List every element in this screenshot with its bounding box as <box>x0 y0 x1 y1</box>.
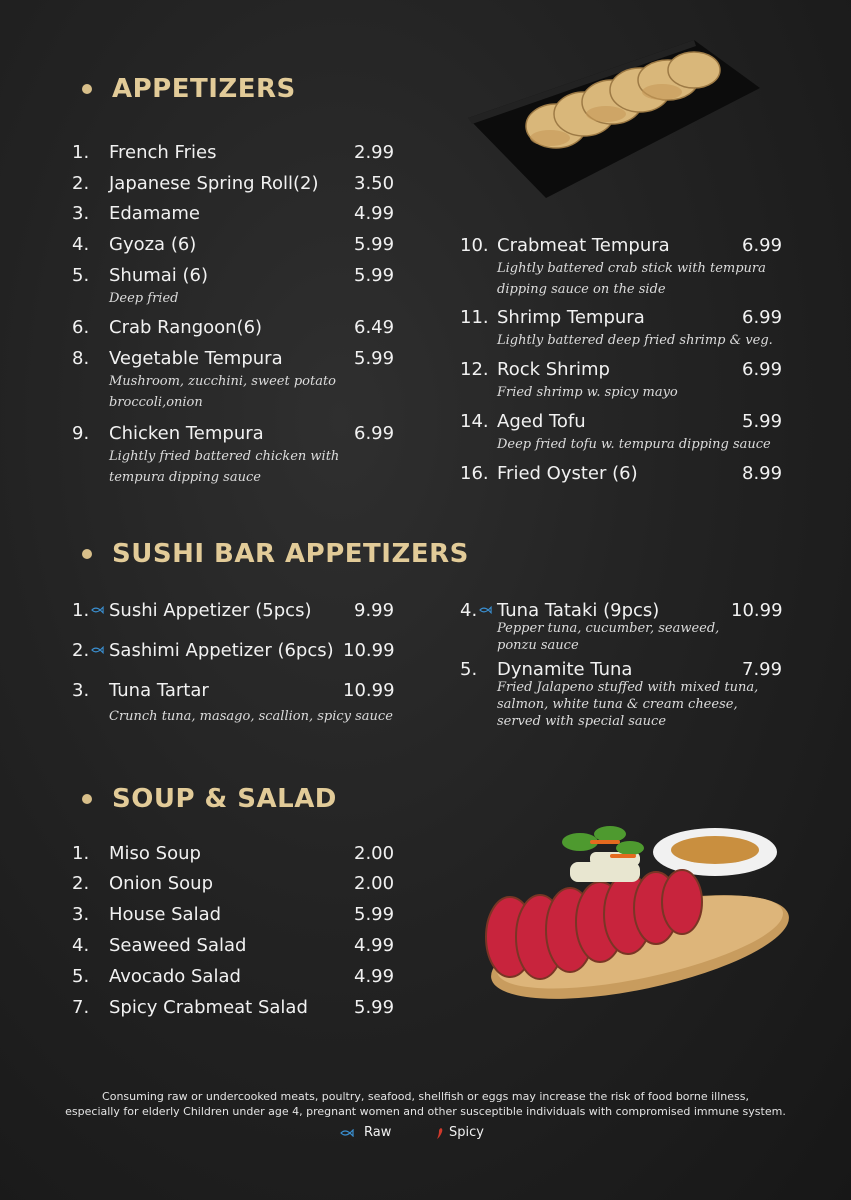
item-number: 3. <box>72 680 90 701</box>
item-name: Vegetable Tempura <box>109 348 283 369</box>
item-number: 7. <box>72 997 90 1018</box>
tuna-tataki-photo <box>460 812 790 1012</box>
item-name: Chicken Tempura <box>109 423 264 444</box>
section-title-text: APPETIZERS <box>112 74 296 104</box>
item-price: 9.99 <box>354 600 395 621</box>
gyoza-photo <box>466 38 762 202</box>
item-name: Tuna Tartar <box>109 680 209 701</box>
item-description: Pepper tuna, cucumber, seaweed, <box>497 621 720 636</box>
bullet-dot <box>82 549 92 559</box>
item-price: 3.50 <box>354 173 395 194</box>
item-number: 2. <box>72 640 90 661</box>
item-number: 4. <box>72 935 90 956</box>
item-price: 5.99 <box>354 997 395 1018</box>
section-title-text: SUSHI BAR APPETIZERS <box>112 539 469 569</box>
item-description: Deep fried <box>109 291 179 306</box>
item-name: French Fries <box>109 142 217 163</box>
item-name: Aged Tofu <box>497 411 586 432</box>
chili-pepper-icon <box>436 1127 444 1140</box>
item-description: Crunch tuna, masago, scallion, spicy sauce <box>109 709 393 724</box>
item-name: Spicy Crabmeat Salad <box>109 997 308 1018</box>
item-number: 3. <box>72 203 90 224</box>
item-name: House Salad <box>109 904 222 925</box>
item-description: Deep fried tofu w. tempura dipping sauce <box>497 437 771 452</box>
item-name: Gyoza (6) <box>109 234 197 255</box>
item-price: 2.99 <box>354 142 395 163</box>
fish-icon <box>91 646 104 654</box>
fish-icon <box>91 606 104 614</box>
item-price: 4.99 <box>354 203 395 224</box>
section-title-appetizers <box>82 74 296 104</box>
item-price: 5.99 <box>354 348 395 369</box>
item-description: Lightly battered crab stick with tempura <box>497 261 766 276</box>
item-price: 2.00 <box>354 873 395 894</box>
item-name: Shumai (6) <box>109 265 209 286</box>
footer-disclaimer-line1: Consuming raw or undercooked meats, poultry, seafood, shellfish or eggs may increase the risk of food borne illness, <box>102 1090 749 1103</box>
item-number: 2. <box>72 873 90 894</box>
item-number: 1. <box>72 600 90 621</box>
item-price: 6.99 <box>742 307 783 328</box>
item-number: 10. <box>460 235 489 256</box>
item-description: Fried Jalapeno stuffed with mixed tuna, <box>497 680 759 695</box>
item-name: Miso Soup <box>109 843 201 864</box>
item-description: Mushroom, zucchini, sweet potato <box>109 374 337 389</box>
item-number: 9. <box>72 423 90 444</box>
item-number: 14. <box>460 411 489 432</box>
item-price: 10.99 <box>731 600 783 621</box>
item-name: Sashimi Appetizer (6pcs) <box>109 640 334 661</box>
item-price: 4.99 <box>354 966 395 987</box>
item-number: 11. <box>460 307 489 328</box>
item-price: 6.99 <box>742 235 783 256</box>
item-description: ponzu sauce <box>497 638 579 653</box>
section-title-sushi-bar <box>82 539 469 569</box>
item-number: 6. <box>72 317 90 338</box>
item-price: 6.49 <box>354 317 395 338</box>
item-price: 5.99 <box>354 265 395 286</box>
item-name: Edamame <box>109 203 201 224</box>
item-price: 6.99 <box>354 423 395 444</box>
item-description: dipping sauce on the side <box>497 282 666 297</box>
item-description: Lightly battered deep fried shrimp & veg. <box>497 333 773 348</box>
item-price: 5.99 <box>354 904 395 925</box>
legend-spicy-label: Spicy <box>449 1125 484 1140</box>
item-price: 7.99 <box>742 659 783 680</box>
item-price: 2.00 <box>354 843 395 864</box>
item-name: Dynamite Tuna <box>497 659 633 680</box>
item-number: 1. <box>72 843 90 864</box>
item-price: 6.99 <box>742 359 783 380</box>
item-number: 12. <box>460 359 489 380</box>
section-title-text: SOUP & SALAD <box>112 784 337 814</box>
item-description: Lightly fried battered chicken with <box>109 449 340 464</box>
item-description: served with special sauce <box>497 714 667 729</box>
item-name: Rock Shrimp <box>497 359 610 380</box>
item-name: Crab Rangoon(6) <box>109 317 263 338</box>
item-name: Sushi Appetizer (5pcs) <box>109 600 312 621</box>
item-number: 2. <box>72 173 90 194</box>
item-name: Seaweed Salad <box>109 935 247 956</box>
item-description: salmon, white tuna & cream cheese, <box>497 697 738 712</box>
item-price: 5.99 <box>742 411 783 432</box>
item-name: Japanese Spring Roll(2) <box>109 173 319 194</box>
item-number: 1. <box>72 142 90 163</box>
item-price: 10.99 <box>343 680 395 701</box>
item-number: 5. <box>460 659 478 680</box>
item-name: Onion Soup <box>109 873 213 894</box>
item-number: 5. <box>72 966 90 987</box>
bullet-dot <box>82 794 92 804</box>
item-name: Avocado Salad <box>109 966 241 987</box>
item-number: 4. <box>460 600 478 621</box>
fish-icon <box>340 1129 354 1137</box>
item-number: 16. <box>460 463 489 484</box>
item-price: 8.99 <box>742 463 783 484</box>
fish-icon <box>479 606 492 614</box>
item-name: Fried Oyster (6) <box>497 463 638 484</box>
item-name: Crabmeat Tempura <box>497 235 670 256</box>
item-name: Tuna Tataki (9pcs) <box>497 600 660 621</box>
item-price: 4.99 <box>354 935 395 956</box>
item-number: 5. <box>72 265 90 286</box>
section-title-soup-salad <box>82 784 337 814</box>
item-number: 4. <box>72 234 90 255</box>
legend-raw-label: Raw <box>364 1125 392 1140</box>
item-number: 3. <box>72 904 90 925</box>
item-number: 8. <box>72 348 90 369</box>
item-name: Shrimp Tempura <box>497 307 645 328</box>
footer-disclaimer-line2: especially for elderly Children under age 4, pregnant women and other susceptible individuals with compromised immune system. <box>65 1105 786 1118</box>
bullet-dot <box>82 84 92 94</box>
item-price: 10.99 <box>343 640 395 661</box>
item-description: broccoli,onion <box>109 395 203 410</box>
item-description: tempura dipping sauce <box>109 470 261 485</box>
item-description: Fried shrimp w. spicy mayo <box>497 385 678 400</box>
item-price: 5.99 <box>354 234 395 255</box>
